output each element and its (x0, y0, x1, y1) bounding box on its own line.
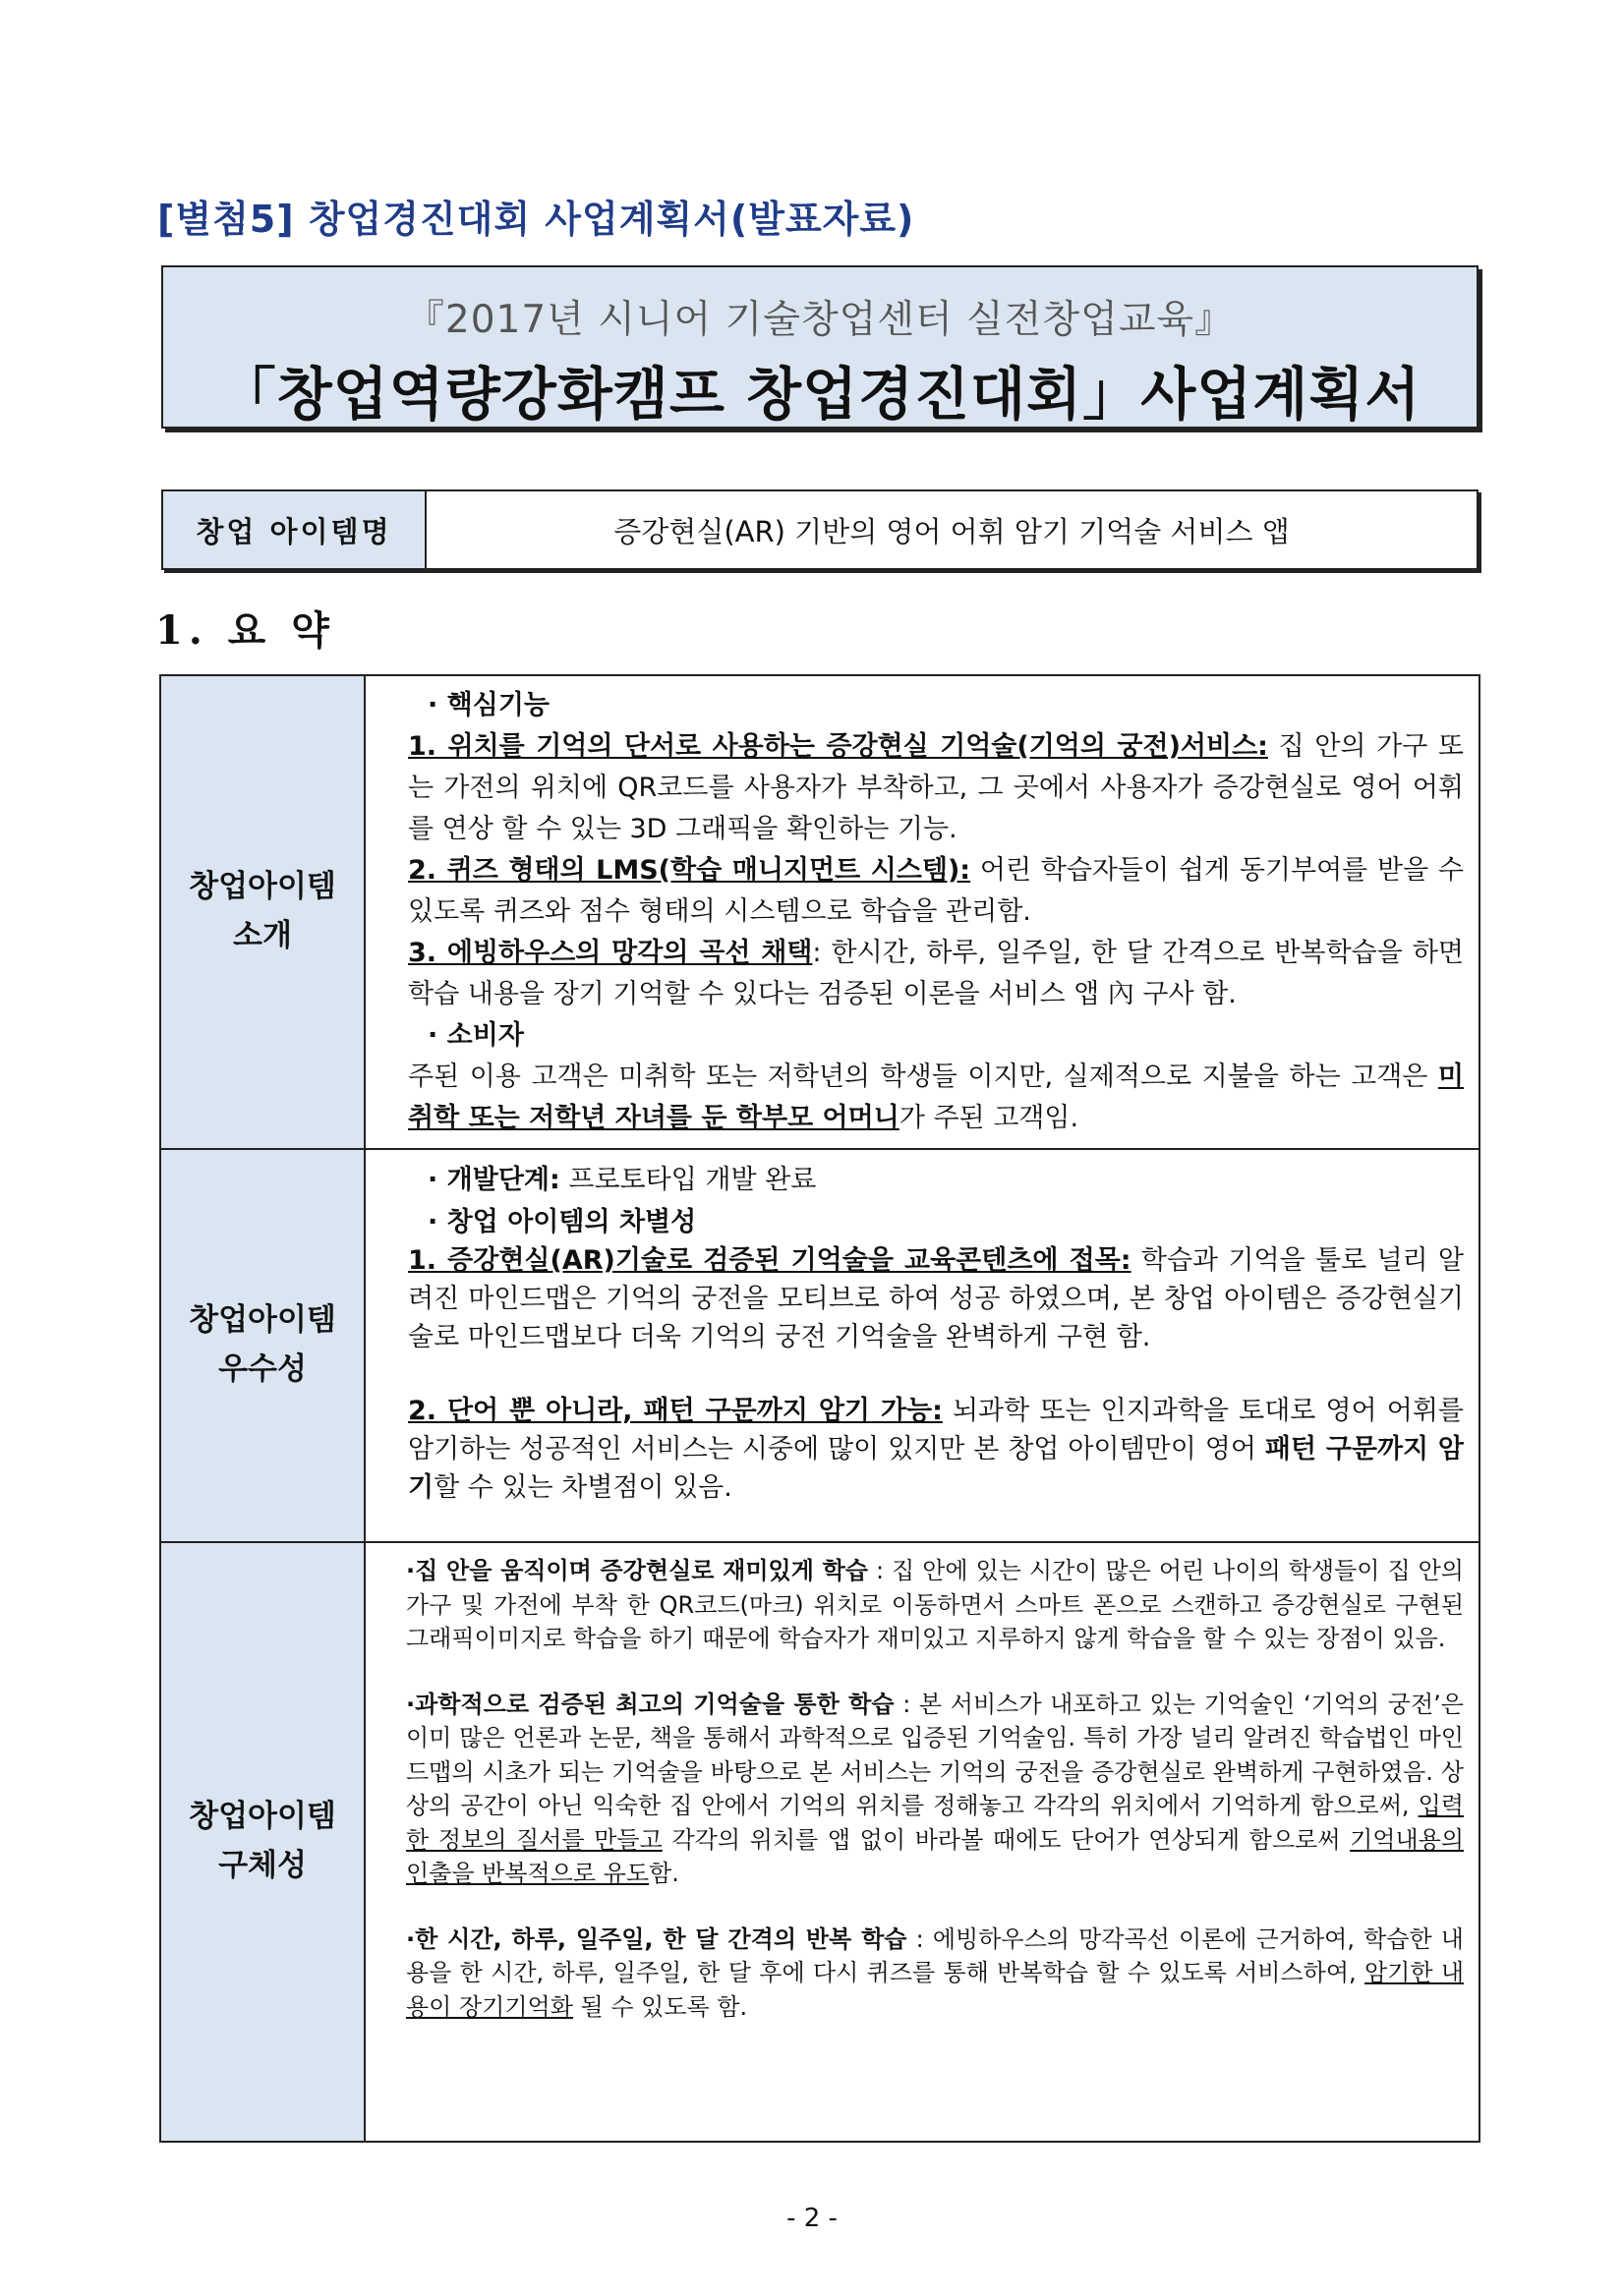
intro-paragraph-3 (408, 933, 1464, 1015)
consumer-b: 미취학 또는 저학년 자녀를 둔 학부모 어머니 (408, 1062, 1464, 1133)
concrete-b1-head: ·집 안을 움직이며 증강현실로 재미있게 학습 (406, 1557, 868, 1584)
concrete-b1-body: : 집 안에 있는 시간이 많은 어린 나이의 학생들이 집 안의 가구 및 가전에 부착 한 QR코드(마크) 위치로 이동하면서 스마트 폰으로 스캔하고 증강현실로 구현된 그래픽이미지로 학습을 하기 때문에 학습자가 재미있고 지루하지 않게 학습을 할 수 있는 장점이 있음. (406, 1557, 1464, 1652)
intro-paragraph-2 (408, 850, 1464, 933)
row-label-line1: 창업아이템 (189, 1799, 336, 1835)
summary-row-excellence (160, 1149, 1479, 1542)
intro-p2-body: 어린 학습자들이 쉽게 동기부여를 받을 수 있도록 퀴즈와 점수 형태의 시스템으로 학습을 관리함. (408, 855, 1464, 927)
row-content (365, 1542, 1479, 2142)
title-box (161, 265, 1479, 429)
core-function-bullet: · 핵심기능 (428, 690, 550, 720)
intro-paragraph-1 (408, 726, 1464, 850)
concrete-b3-u: 암기한 내용이 장기기억화 (406, 1959, 1465, 2021)
concrete-bullet-1 (406, 1554, 1464, 1656)
concrete-bullet-2 (406, 1688, 1464, 1891)
concrete-b2-body-c: 함. (649, 1860, 679, 1887)
excel-p1-body: 학습과 기억을 툴로 널리 알려진 마인드맵은 기억의 궁전을 모티브로 하여 성공 하였으며, 본 창업 아이템은 증강현실기술로 마인드맵보다 더욱 기억의 궁전 기억술을 완벽하게 구현 함. (408, 1245, 1464, 1352)
dev-stage-line (408, 1161, 1464, 1199)
intro-p3-head: 3. 에빙하우스의 망각의 곡선 채택 (408, 938, 813, 968)
consumer-bullet: · 소비자 (428, 1020, 524, 1051)
concrete-b3-body-a: : 에빙하우스의 망각곡선 이론에 근거하여, 학습한 내용을 한 시간, 하루, 일주일, 한 달 후에 다시 퀴즈를 통해 반복학습 할 수 있도록 서비스하여, (406, 1924, 1464, 1986)
row-content (365, 1149, 1479, 1542)
concrete-b2-u2: 기억내용의 인출을 반복적으로 유도 (406, 1825, 1464, 1887)
row-label (160, 675, 365, 1149)
excel-p2-head: 2. 단어 뿐 아니라, 패턴 구문까지 암기 가능: (408, 1396, 943, 1426)
consumer-a: 주된 이용 고객은 미취학 또는 저학년의 학생들 이지만, 실제적으로 지불을 하는 고객은 (408, 1062, 1438, 1092)
item-name-box (161, 489, 1479, 570)
intro-p3-body: : 한시간, 하루, 일주일, 한 달 간격으로 반복학습을 하면 학습 내용을 장기 기억할 수 있다는 검증된 이론을 서비스 앱 內 구사 함. (408, 938, 1464, 1009)
attachment-heading: [별첨5] 창업경진대회 사업계획서(발표자료) (157, 198, 915, 241)
dev-stage-body: 프로토타입 개발 완료 (559, 1165, 817, 1195)
dev-stage-head: · 개발단계: (428, 1165, 560, 1195)
excel-p2-bold: 패턴 구문까지 암기 (408, 1434, 1464, 1503)
consumer-c: 가 주된 고객임. (899, 1103, 1079, 1133)
intro-p2-head: 2. 퀴즈 형태의 LMS(학습 매니지먼트 시스템): (408, 855, 971, 886)
consumer-paragraph (408, 1057, 1464, 1139)
row-label-line2: 구체성 (218, 1848, 307, 1883)
summary-table (159, 674, 1480, 2143)
concrete-bullet-3 (406, 1923, 1464, 2025)
excel-p2-body-b: 할 수 있는 차별점이 있음. (434, 1472, 732, 1503)
concrete-b3-body-b: 될 수 있도록 함. (572, 1992, 748, 2021)
excellence-paragraph-1 (408, 1241, 1464, 1356)
item-name-value: 증강현실(AR) 기반의 영어 어휘 암기 기억술 서비스 앱 (613, 514, 1290, 548)
concrete-b2-body-a: : 본 서비스가 내포하고 있는 기억술인 ‘기억의 궁전’은 이미 많은 언론과 논문, 책을 통해서 과학적으로 입증된 기억술임. 특히 가장 널리 알려진 학습법인 마인드맵의 시초가 되는 기억술을 바탕으로 본 서비스는 기억의 궁전을 증강현실로 완벽하게 구현하였음. 상상의 공간이 아닌 익숙한 집 안에서 기억의 위치를 정해놓고 각각의 위치에서 기억하게 함으로써, (406, 1690, 1464, 1819)
row-label (160, 1149, 365, 1542)
row-label-line2: 우수성 (218, 1351, 307, 1387)
summary-row-intro (160, 675, 1479, 1149)
concrete-b2-body-b: 각각의 위치를 앱 없이 바라볼 때에도 단어가 연상되게 함으로써 (662, 1825, 1351, 1854)
row-label (160, 1542, 365, 2142)
excel-p1-head: 1. 증강현실(AR)기술로 검증된 기억술을 교육콘텐츠에 접목: (408, 1245, 1131, 1276)
intro-p1-head: 1. 위치를 기억의 단서로 사용하는 증강현실 기억술(기억의 궁전)서비스: (408, 731, 1268, 762)
concrete-b2-head: ·과학적으로 검증된 최고의 기억술을 통한 학습 (406, 1690, 895, 1718)
row-label-line2: 소개 (233, 918, 292, 953)
section-title: 1. 요 약 (155, 607, 335, 654)
item-name-label: 창업 아이템명 (163, 491, 427, 568)
row-label-line1: 창업아이템 (189, 1302, 336, 1339)
title-main: 「창업역량강화캠프 창업경진대회」사업계획서 (218, 361, 1421, 428)
concrete-b3-head: ·한 시간, 하루, 일주일, 한 달 간격의 반복 학습 (406, 1924, 907, 1953)
title-subtitle: 『2017년 시니어 기술창업센터 실전창업교육』 (405, 298, 1235, 342)
summary-row-concreteness (160, 1542, 1479, 2142)
differentiation-bullet: · 창업 아이템의 차별성 (428, 1207, 697, 1237)
row-content (365, 675, 1479, 1149)
excel-p2-body-a: 뇌과학 또는 인지과학을 토대로 영어 어휘를 암기하는 성공적인 서비스는 시중에 많이 있지만 본 창업 아이템만이 영어 (408, 1396, 1464, 1464)
excellence-paragraph-2 (408, 1392, 1464, 1507)
intro-p1-body: 집 안의 가구 또는 가전의 위치에 QR코드를 사용자가 부착하고, 그 곳에서 사용자가 증강현실로 영어 어휘를 연상 할 수 있는 3D 그래픽을 확인하는 기능. (408, 731, 1464, 844)
row-label-line1: 창업아이템 (189, 869, 336, 905)
concrete-b2-u1: 입력한 정보의 질서를 만들고 (406, 1792, 1464, 1854)
page-number: - 2 - (786, 2204, 838, 2233)
